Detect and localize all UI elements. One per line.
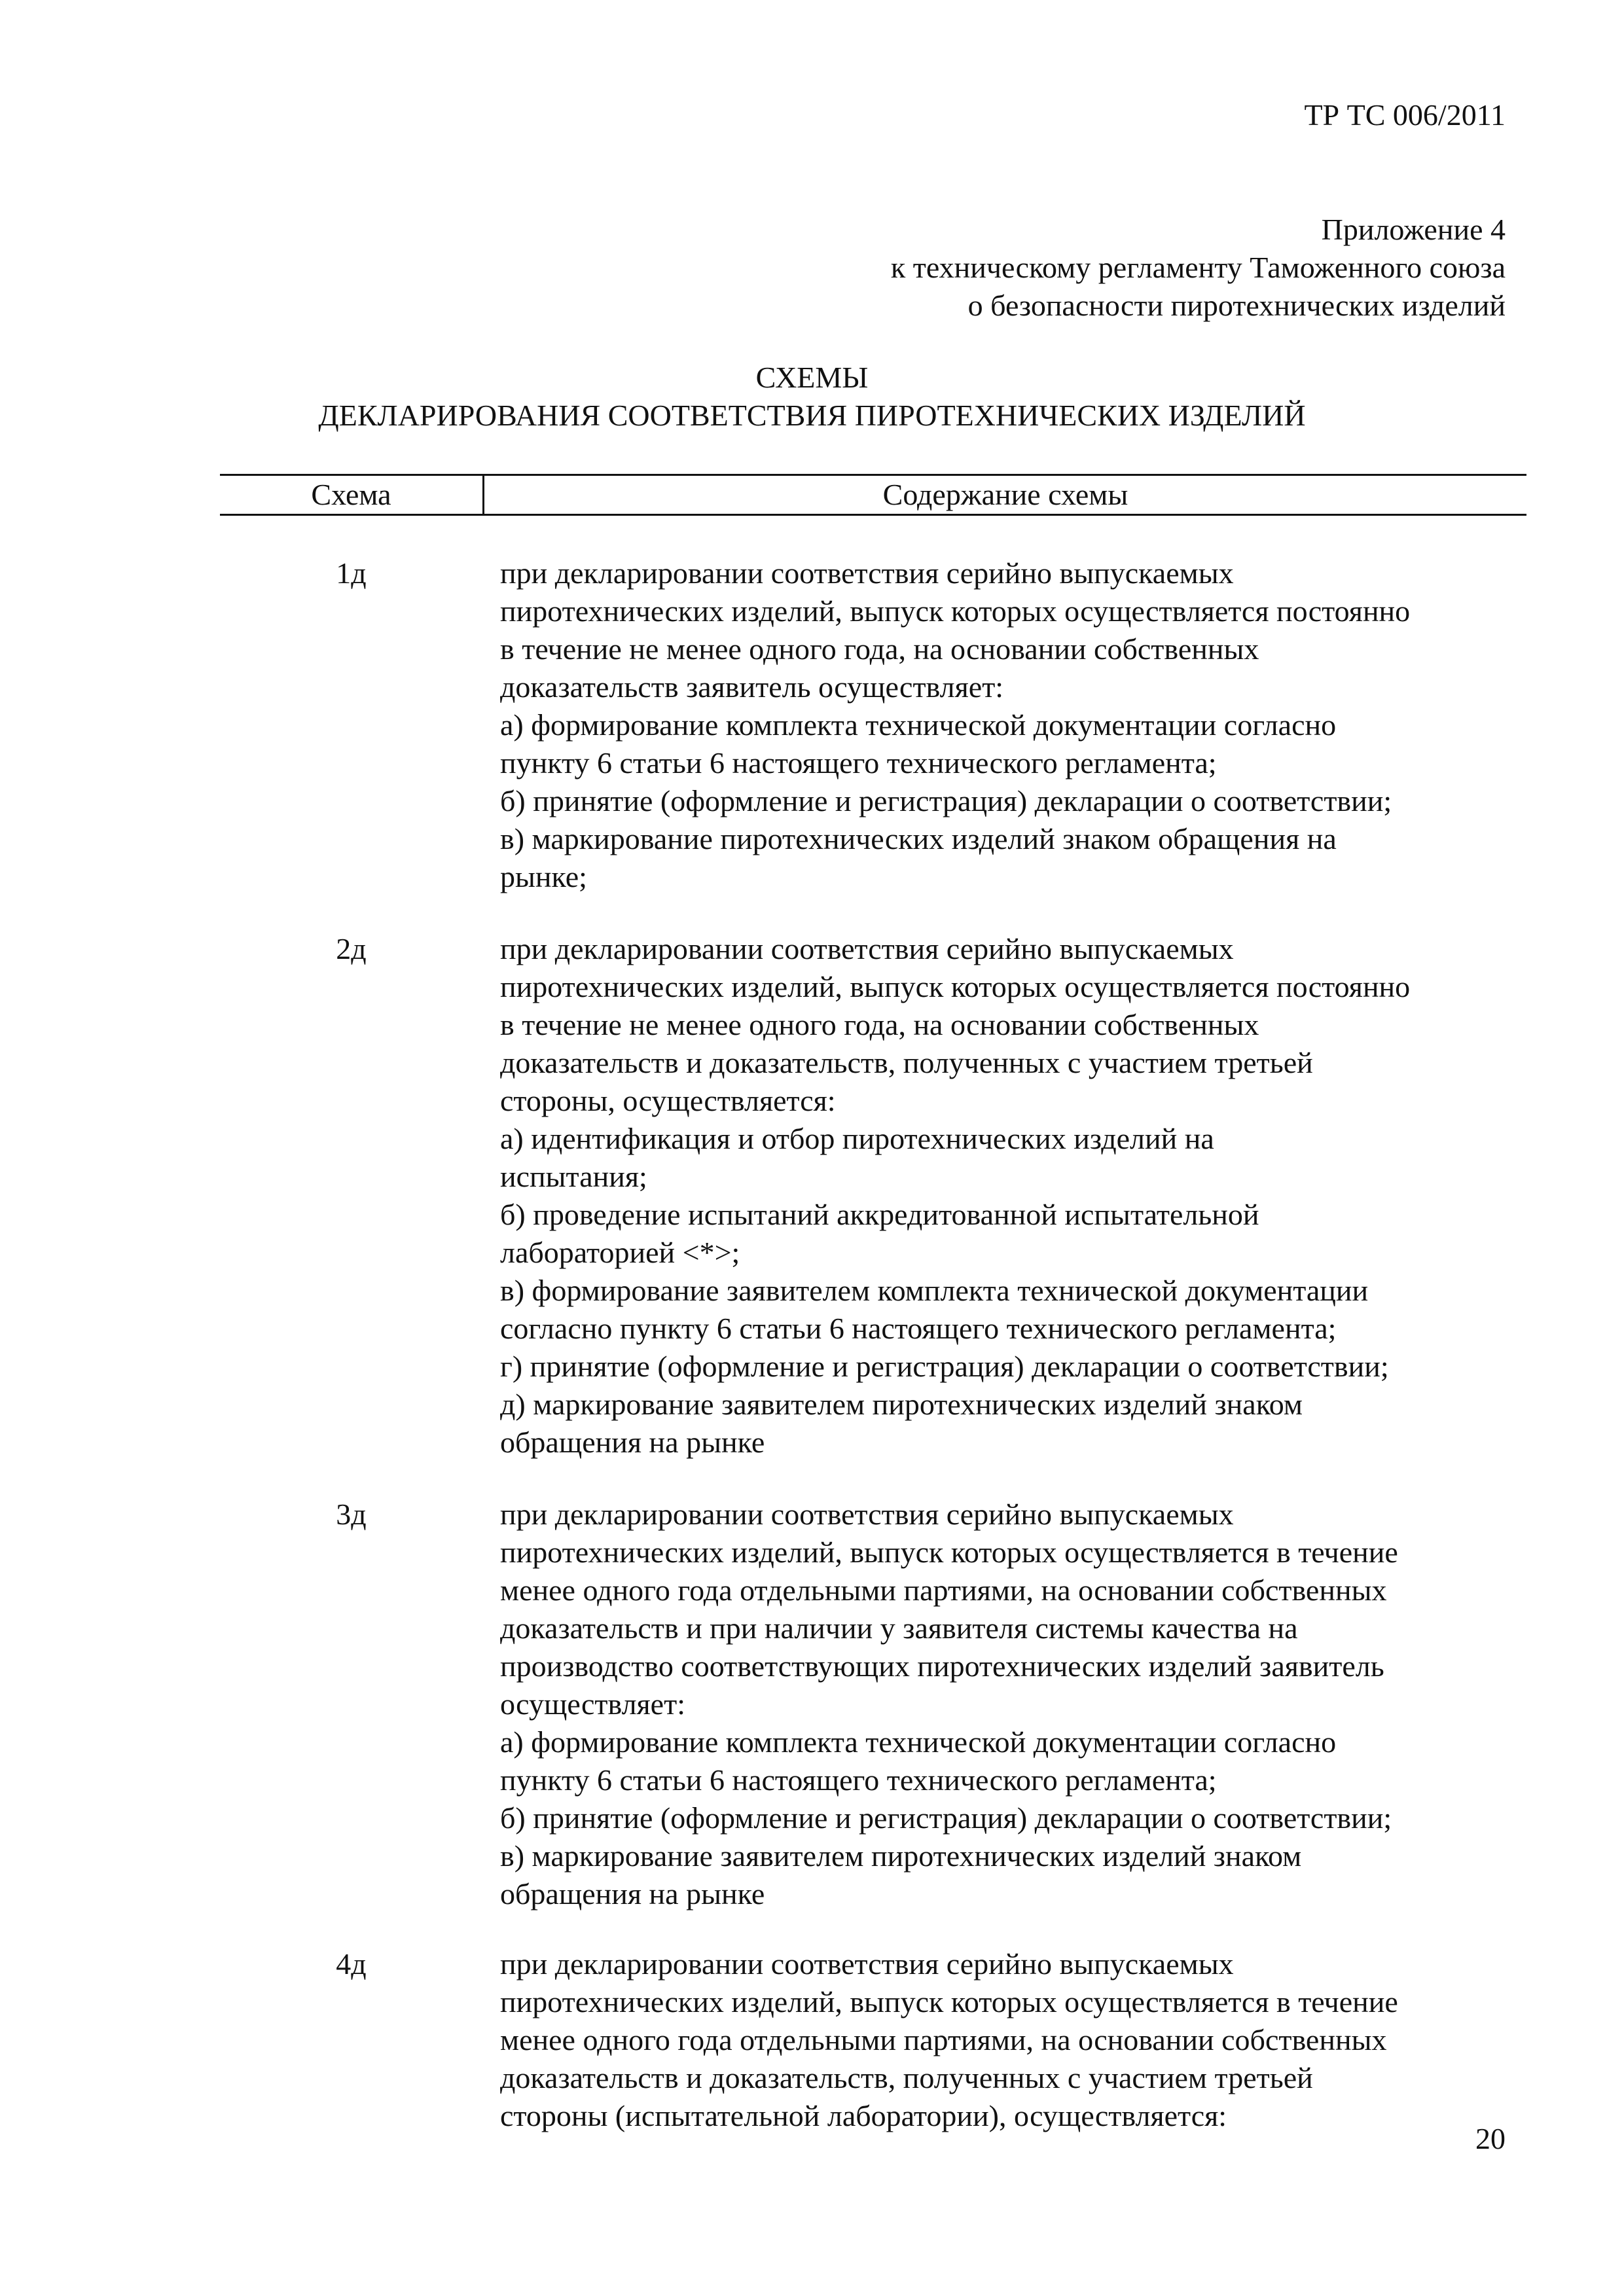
appendix-line: о безопасности пиротехнических изделий [967,289,1506,322]
scheme-content-line: при декларировании соответствия серийно выпускаемых [500,1498,1234,1531]
scheme-content [500,1945,1528,2135]
scheme-content-line: стороны, осуществляется: [500,1084,836,1117]
appendix-line: Приложение 4 [1321,213,1506,246]
scheme-content-line: при декларировании соответствия серийно выпускаемых [500,556,1234,590]
title-line: СХЕМЫ [755,361,869,394]
scheme-content-line: в) маркирование пиротехнических изделий знаком обращения на [500,822,1337,855]
scheme-content-line: б) принятие (оформление и регистрация) декларации о соответствии; [500,1801,1392,1835]
scheme-content-line: пункту 6 статьи 6 настоящего технического регламента; [500,746,1217,780]
scheme-content-line: доказательств и доказательств, полученных с участием третьей [500,1046,1313,1079]
scheme-content-line: согласно пункту 6 статьи 6 настоящего технического регламента; [500,1312,1337,1345]
scheme-content-line: д) маркирование заявителем пиротехнических изделий знаком [500,1388,1303,1421]
scheme-content-line: а) идентификация и отбор пиротехнических изделий на [500,1122,1214,1155]
scheme-content-line: в течение не менее одного года, на основании собственных [500,1008,1259,1041]
scheme-content [500,1496,1528,1913]
scheme-content-line: пиротехнических изделий, выпуск которых осуществляется постоянно [500,594,1411,628]
scheme-content-line: а) формирование комплекта технической документации согласно [500,708,1337,742]
scheme-content-line: пиротехнических изделий, выпуск которых осуществляется постоянно [500,970,1411,1003]
scheme-code: 1д [336,556,367,590]
scheme-content-line: доказательств и доказательств, полученных с участием третьей [500,2061,1313,2094]
page-title [0,359,1624,435]
scheme-content-line: в) маркирование заявителем пиротехнических изделий знаком [500,1839,1302,1873]
appendix-caption [891,211,1506,325]
scheme-content-line: рынке; [500,860,587,893]
scheme-content-line: а) формирование комплекта технической документации согласно [500,1725,1337,1759]
scheme-code: 3д [336,1498,367,1531]
scheme-content [500,554,1528,896]
scheme-content-line: обращения на рынке [500,1426,765,1459]
scheme-content-line: в течение не менее одного года, на основании собственных [500,632,1259,666]
scheme-content-line: в) формирование заявителем комплекта технической документации [500,1274,1369,1307]
document-code: ТР ТС 006/2011 [1304,98,1506,132]
scheme-content-line: б) проведение испытаний аккредитованной испытательной [500,1198,1259,1231]
scheme-content-line: пиротехнических изделий, выпуск которых осуществляется в течение [500,1985,1398,2018]
scheme-content-line: пункту 6 статьи 6 настоящего технического регламента; [500,1763,1217,1797]
scheme-content-line: при декларировании соответствия серийно выпускаемых [500,1947,1234,1981]
scheme-content-line: обращения на рынке [500,1877,765,1910]
page-number: 20 [1475,2122,1506,2155]
scheme-content-line: доказательств заявитель осуществляет: [500,670,1004,704]
scheme-content [500,930,1528,1462]
scheme-code: 4д [336,1947,367,1981]
scheme-content-line: осуществляет: [500,1687,685,1721]
scheme-content-line: менее одного года отдельными партиями, на основании собственных [500,1573,1387,1607]
scheme-content-line: менее одного года отдельными партиями, на основании собственных [500,2023,1387,2056]
column-header-scheme: Схема [311,478,391,511]
scheme-content-line: при декларировании соответствия серийно выпускаемых [500,932,1234,965]
table-header-rule [220,514,1526,516]
column-header-content: Содержание схемы [882,478,1128,511]
scheme-content-line: пиротехнических изделий, выпуск которых осуществляется в течение [500,1535,1398,1569]
scheme-content-line: г) принятие (оформление и регистрация) декларации о соответствии; [500,1350,1389,1383]
scheme-content-line: стороны (испытательной лаборатории), осуществляется: [500,2099,1227,2132]
scheme-content-line: доказательств и при наличии у заявителя системы качества на [500,1611,1298,1645]
scheme-content-line: производство соответствующих пиротехнических изделий заявитель [500,1649,1384,1683]
scheme-code: 2д [336,932,367,965]
title-line: ДЕКЛАРИРОВАНИЯ СООТВЕТСТВИЯ ПИРОТЕХНИЧЕСКИХ ИЗДЕЛИЙ [318,399,1306,432]
scheme-content-line: лабораторией <*>; [500,1236,740,1269]
appendix-line: к техническому регламенту Таможенного союза [890,251,1506,284]
scheme-content-line: испытания; [500,1160,647,1193]
scheme-content-line: б) принятие (оформление и регистрация) декларации о соответствии; [500,784,1392,817]
